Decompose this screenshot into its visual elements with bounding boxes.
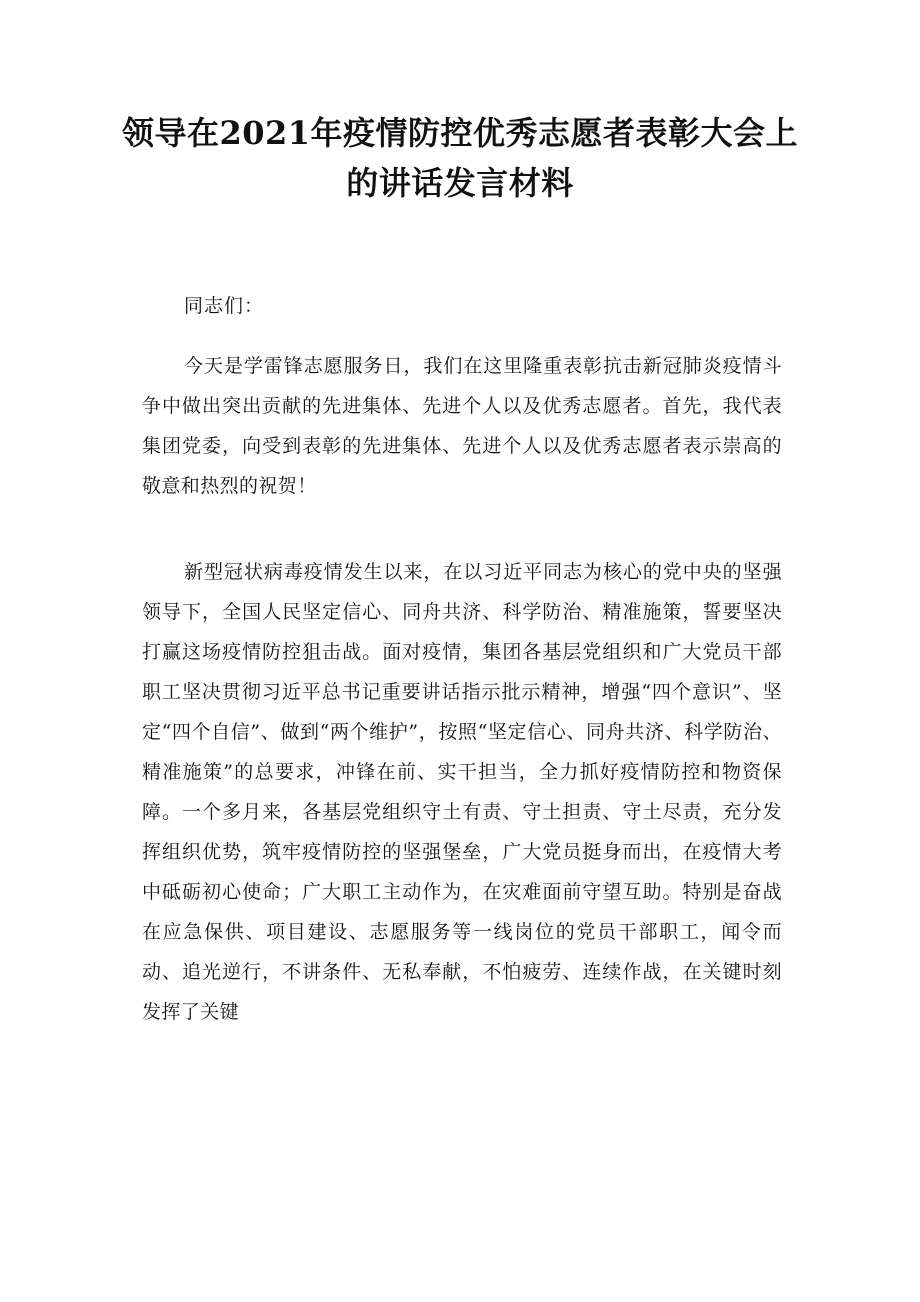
document-title: 领导在2021年疫情防控优秀志愿者表彰大会上的讲话发言材料 — [121, 114, 799, 202]
paragraph-epidemic-response: 新型冠状病毒疫情发生以来，在以习近平同志为核心的党中央的坚强领导下，全国人民坚定信心、同舟共济、科学防治、精准施策，誓要坚决打赢这场疫情防控狙击战。面对疫情，集团各基层党组织和广大党员干部职工坚决贯彻习近平总书记重要讲话指示批示精神，增强“四个意识”、坚定“四个自信”、做到“两个维护”，按照“坚定信心、同舟共济、科学防治、精准施策”的总要求，冲锋在前、实干担当，全力抓好疫情防控和物资保障。一个多月来，各基层党组织守土有责、守土担责、守土尽责，充分发挥组织优势，筑牢疫情防控的坚强堡垒，广大党员挺身而出，在疫情大考中砥砺初心使命；广大职工主动作为，在灾难面前守望互助。特别是奋战在应急保供、项目建设、志愿服务等一线岗位的党员干部职工，闻令而动、追光逆行，不讲条件、无私奉献，不怕疲劳、连续作战，在关键时刻发挥了关键 — [142, 561, 782, 1023]
paragraph-opening: 今天是学雷锋志愿服务日，我们在这里隆重表彰抗击新冠肺炎疫情斗争中做出突出贡献的先进集体、先进个人以及优秀志愿者。首先，我代表集团党委，向受到表彰的先进集体、先进个人以及优秀志愿者表示崇高的敬意和热烈的祝贺！ — [142, 355, 782, 497]
salutation: 同志们： — [184, 295, 265, 317]
